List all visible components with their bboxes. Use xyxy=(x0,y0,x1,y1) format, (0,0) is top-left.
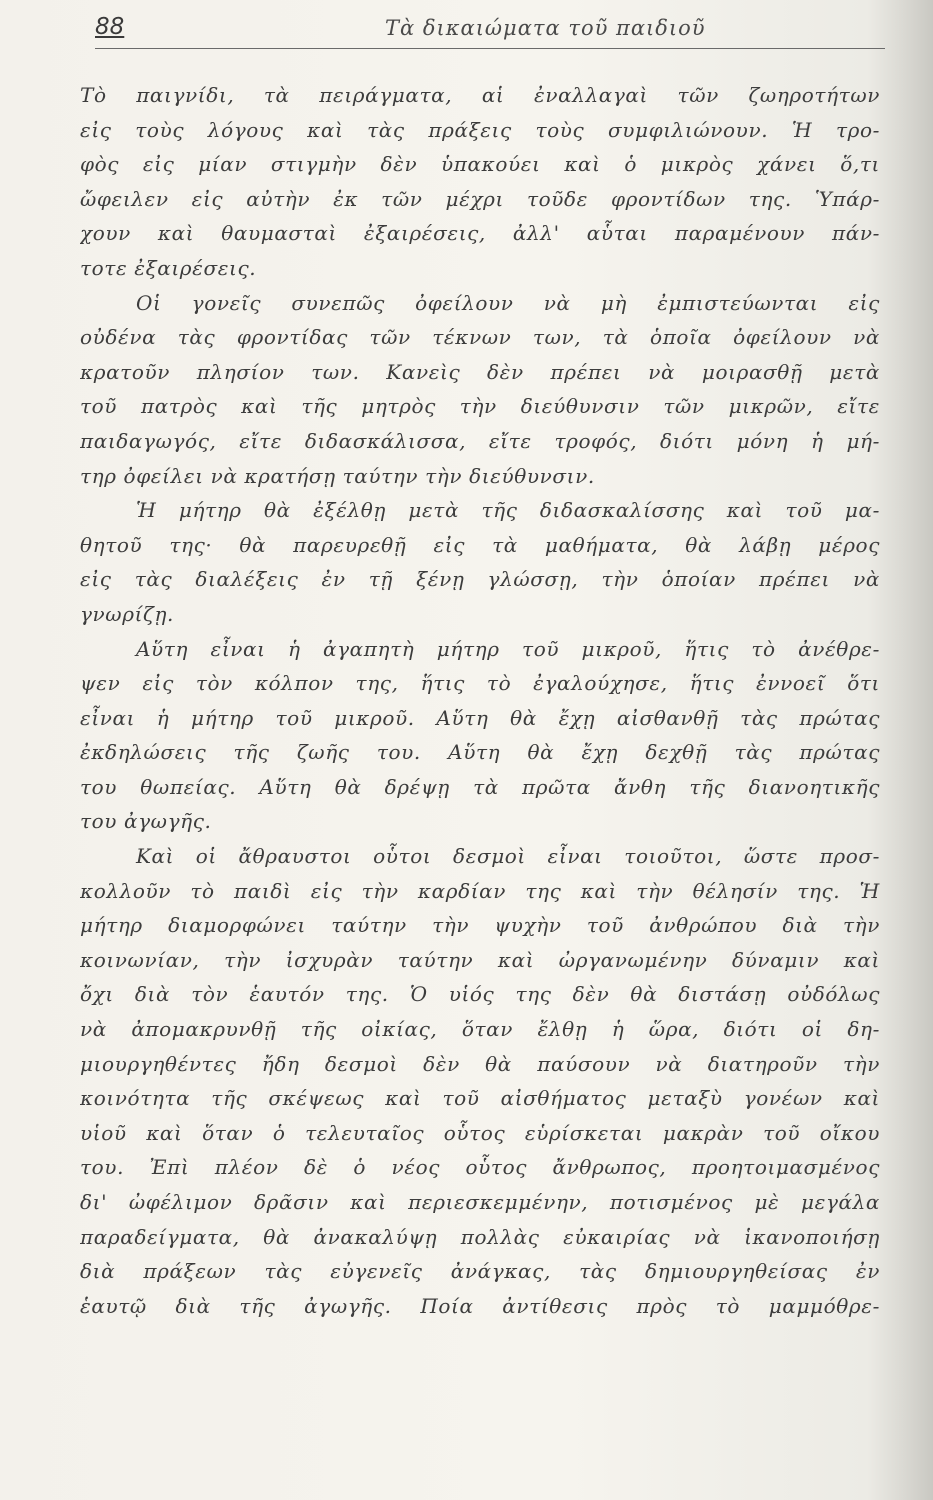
text-line: ὤφειλεν εἰς αὐτὴν ἐκ τῶν μέχρι τοῦδε φροντίδων της. Ὑπάρ- xyxy=(80,186,880,211)
text-line: οὐδένα τὰς φροντίδας τῶν τέκνων των, τὰ ὁποῖα ὀφείλουν νὰ xyxy=(80,325,880,350)
text-line: Καὶ οἱ ἄθραυστοι οὗτοι δεσμοὶ εἶναι τοιοῦτοι, ὥστε προσ- xyxy=(136,844,880,869)
text-line: Αὕτη εἶναι ἡ ἀγαπητὴ μήτηρ τοῦ μικροῦ, ἥτις τὸ ἀνέθρε- xyxy=(136,636,880,661)
text-line: χουν καὶ θαυμασταὶ ἐξαιρέσεις, ἀλλ' αὗται παραμένουν πάν- xyxy=(80,221,880,246)
text-line: κρατοῦν πλησίον των. Κανεὶς δὲν πρέπει νὰ μοιρασθῇ μετὰ xyxy=(80,359,880,384)
text-line: του. Ἐπὶ πλέον δὲ ὁ νέος οὗτος ἄνθρωπος, προητοιμασμένος xyxy=(80,1155,880,1180)
text-line: δι' ὠφέλιμον δρᾶσιν καὶ περιεσκεμμένην, ποτισμένος μὲ μεγάλα xyxy=(80,1190,880,1214)
text-line: φὸς εἰς μίαν στιγμὴν δὲν ὑπακούει καὶ ὁ μικρὸς χάνει ὅ,τι xyxy=(80,152,880,177)
text-line: εἰς τοὺς λόγους καὶ τὰς πράξεις τοὺς συμφιλιώνουν. Ἡ τρο- xyxy=(80,117,880,142)
running-title: Τὰ δικαιώματα τοῦ παιδιοῦ xyxy=(385,16,706,40)
text-line: διὰ πράξεων τὰς εὐγενεῖς ἀνάγκας, τὰς δημιουργηθείσας ἐν xyxy=(80,1259,880,1284)
text-line: κοινωνίαν, τὴν ἰσχυρὰν ταύτην καὶ ὠργανωμένην δύναμιν καὶ xyxy=(80,947,880,972)
text-line: ἐκδηλώσεις τῆς ζωῆς του. Αὕτη θὰ ἔχῃ δεχθῇ τὰς πρώτας xyxy=(80,740,880,765)
text-line: νὰ ἀπομακρυνθῇ τῆς οἰκίας, ὅταν ἔλθῃ ἡ ὥρα, διότι οἱ δη- xyxy=(80,1017,880,1042)
text-line: του θωπείας. Αὕτη θὰ δρέψῃ τὰ πρῶτα ἄνθη τῆς διανοητικῆς xyxy=(80,774,880,799)
text-line: Τὸ παιγνίδι, τὰ πειράγματα, αἱ ἐναλλαγαὶ τῶν ζωηροτήτων xyxy=(80,83,880,107)
text-line: γνωρίζῃ. xyxy=(80,601,174,626)
text-line: θητοῦ της· θὰ παρευρεθῇ εἰς τὰ μαθήματα, θὰ λάβῃ μέρος xyxy=(80,532,880,557)
text-line: ψεν εἰς τὸν κόλπον της, ἥτις τὸ ἐγαλούχησε, ἥτις ἐννοεῖ ὅτι xyxy=(80,671,880,696)
text-line: μήτηρ διαμορφώνει ταύτην τὴν ψυχὴν τοῦ ἀνθρώπου διὰ τὴν xyxy=(80,913,880,938)
text-line: παιδαγωγός, εἴτε διδασκάλισσα, εἴτε τροφός, διότι μόνη ἡ μή- xyxy=(80,428,880,453)
text-line: τηρ ὀφείλει νὰ κρατήσῃ ταύτην τὴν διεύθυνσιν. xyxy=(80,463,595,488)
text-line: Οἱ γονεῖς συνεπῶς ὀφείλουν νὰ μὴ ἐμπιστεύωνται εἰς xyxy=(136,290,880,315)
body-text xyxy=(80,78,880,1323)
text-line: εἰς τὰς διαλέξεις ἐν τῇ ξένῃ γλώσσῃ, τὴν ὁποίαν πρέπει νὰ xyxy=(80,567,880,592)
text-line: μιουργηθέντες ἤδη δεσμοὶ δὲν θὰ παύσουν νὰ διατηροῦν τὴν xyxy=(80,1051,880,1076)
text-line: κολλοῦν τὸ παιδὶ εἰς τὴν καρδίαν της καὶ τὴν θέλησίν της. Ἡ xyxy=(80,878,880,903)
text-line: εἶναι ἡ μήτηρ τοῦ μικροῦ. Αὕτη θὰ ἔχῃ αἰσθανθῇ τὰς πρώτας xyxy=(80,705,880,730)
text-line: τοτε ἐξαιρέσεις. xyxy=(80,255,257,280)
text-line: Ἡ μήτηρ θὰ ἐξέλθῃ μετὰ τῆς διδασκαλίσσης καὶ τοῦ μα- xyxy=(136,498,880,523)
text-line: τοῦ πατρὸς καὶ τῆς μητρὸς τὴν διεύθυνσιν τῶν μικρῶν, εἴτε xyxy=(80,394,880,419)
text-line: παραδείγματα, θὰ ἀνακαλύψῃ πολλὰς εὐκαιρίας νὰ ἱκανοποιήσῃ xyxy=(80,1224,880,1249)
text-line: του ἀγωγῆς. xyxy=(80,809,212,834)
text-line: ἑαυτῷ διὰ τῆς ἀγωγῆς. Ποία ἀντίθεσις πρὸς τὸ μαμμόθρε- xyxy=(80,1293,880,1318)
text-line: υἱοῦ καὶ ὅταν ὁ τελευταῖος οὗτος εὑρίσκεται μακρὰν τοῦ οἴκου xyxy=(80,1120,880,1145)
page-header xyxy=(95,12,885,49)
text-line: ὄχι διὰ τὸν ἑαυτόν της. Ὁ υἱός της δὲν θὰ διστάσῃ οὐδόλως xyxy=(80,982,880,1007)
text-line: κοινότητα τῆς σκέψεως καὶ τοῦ αἰσθήματος μεταξὺ γονέων καὶ xyxy=(80,1086,880,1111)
page-number: 88 xyxy=(95,14,125,40)
